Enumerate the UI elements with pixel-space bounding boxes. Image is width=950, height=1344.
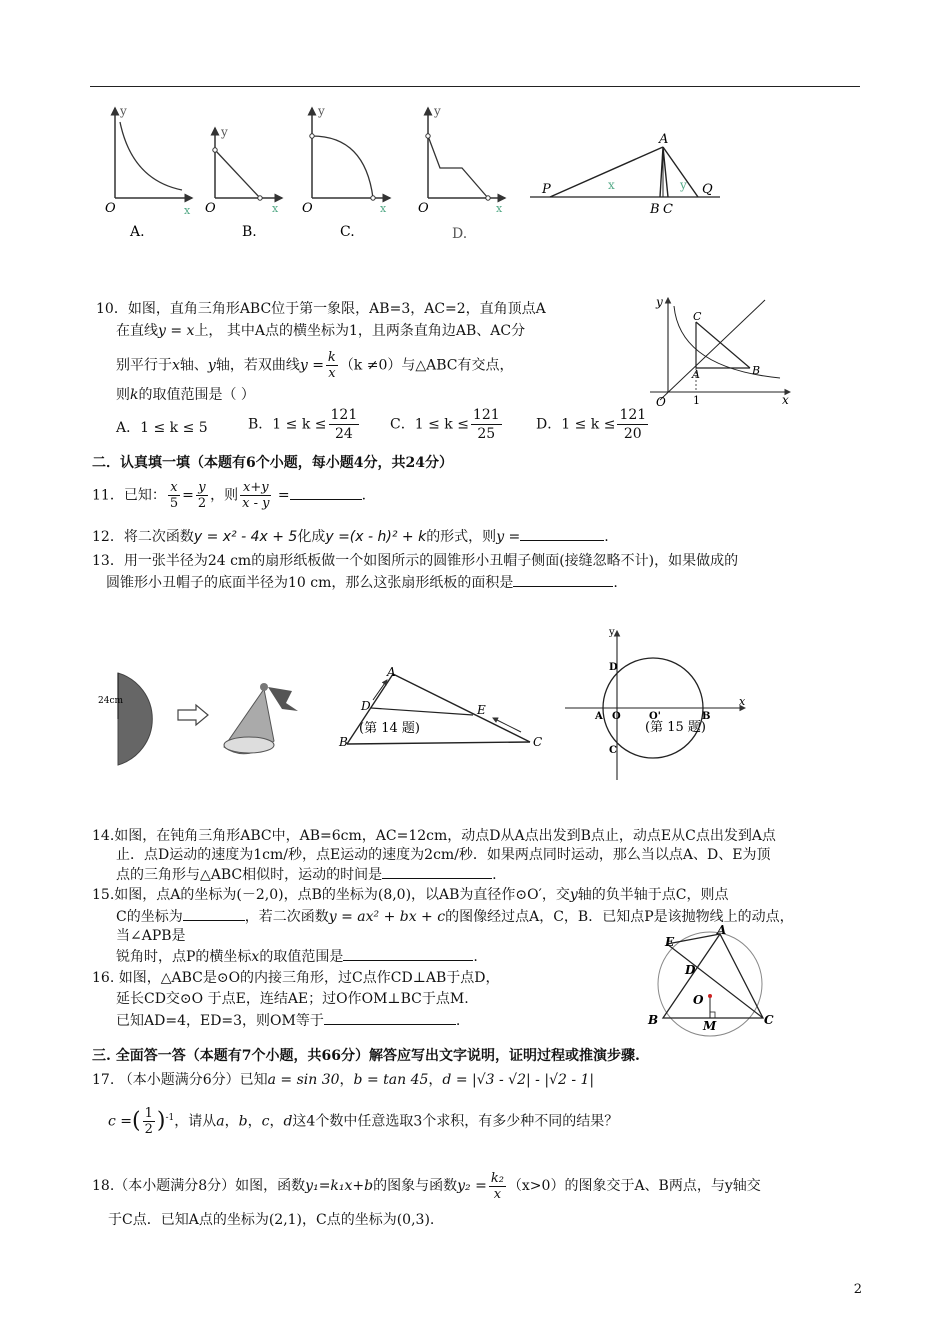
label-d: D bbox=[609, 662, 618, 673]
q10-option-d: D．1 ≤ k ≤ $\frac{121}{20}$ bbox=[536, 407, 647, 442]
q15-line2: C的坐标为 ，若二次函数y = ax² + bx + c的图像经过点A，C，B．已知点P是该抛物线上的动点， bbox=[116, 906, 794, 927]
q10-figure bbox=[640, 292, 800, 412]
label-o: O bbox=[612, 711, 621, 722]
option-d-label: D. bbox=[452, 226, 468, 242]
option-a-label: A. bbox=[130, 224, 145, 240]
q10-option-b: B．1 ≤ k ≤ $\frac{121}{24}$ bbox=[248, 407, 358, 442]
q10-line1: 10．如图，直角三角形ABC位于第一象限，AB=3，AC=2，直角顶点A bbox=[96, 301, 546, 317]
axis-y-label: y bbox=[221, 125, 228, 139]
axis-y-label: y bbox=[434, 104, 441, 118]
q16-line1: 16. 如图，△ABC是⊙O的内接三角形，过C点作CD⊥AB于点D， bbox=[92, 970, 500, 986]
label-a: A bbox=[659, 132, 669, 147]
label-e: E bbox=[477, 703, 486, 717]
label-c: C bbox=[764, 1013, 774, 1027]
q14-answer-blank[interactable] bbox=[382, 864, 492, 879]
label-b: B bbox=[752, 364, 761, 377]
origin-label: O bbox=[418, 201, 429, 216]
graph-c bbox=[302, 104, 390, 240]
q10-line2: 在直线y = x上， 其中A点的横坐标为1，且两条直角边AB、AC分 bbox=[116, 323, 526, 339]
q17-line2: c =( $\frac{1}{2}$ )$^{-1}$，请从a，b，c，d这4个数中任意选取3个求积，有多少种不同的结果？ bbox=[108, 1106, 619, 1138]
q12: 12．将二次函数y = x² - 4x + 5化成y =(x - h)² + k的形式，则y = . bbox=[92, 526, 609, 547]
label-e: E bbox=[665, 935, 675, 949]
q16-answer-blank[interactable] bbox=[324, 1010, 456, 1025]
triangle-pq-figure bbox=[530, 125, 730, 225]
label-p: P bbox=[542, 182, 551, 197]
option-graphs bbox=[90, 100, 530, 250]
axis-y-label: y bbox=[120, 104, 127, 118]
label-b: B bbox=[702, 711, 711, 722]
axis-x-label: x bbox=[184, 204, 191, 217]
label-o-prime: O' bbox=[649, 711, 661, 722]
axis-x-label: x bbox=[496, 202, 503, 215]
section-3-heading: 三. 全面答一答（本题有7个小题，共66分）解答应写出文字说明，证明过程或推演步骤. bbox=[92, 1048, 640, 1064]
q15-line3: 当∠APB是 bbox=[116, 928, 186, 944]
q15-answer-blank-2[interactable] bbox=[343, 946, 473, 961]
axis-x-label: x bbox=[782, 393, 789, 407]
label-a: A bbox=[717, 923, 727, 937]
q14-line1: 14.如图，在钝角三角形ABC中，AB=6cm，AC=12cm，动点D从A点出发到B点止，动点E从C点出发到A点 bbox=[92, 828, 776, 844]
label-c: C bbox=[663, 202, 673, 217]
axis-x-label: x bbox=[272, 202, 279, 215]
origin-label: O bbox=[656, 395, 666, 409]
q10-option-a: A．1 ≤ k ≤ 5 bbox=[116, 420, 208, 436]
q13-line2: 圆锥形小丑帽子的底面半径为10 cm，那么这张扇形纸板的面积是 . bbox=[106, 572, 618, 593]
page-number: 2 bbox=[853, 1282, 862, 1297]
q15-answer-blank-1[interactable] bbox=[183, 906, 245, 921]
tick-one: 1 bbox=[693, 394, 700, 407]
origin-label: O bbox=[302, 201, 313, 216]
q14-figure bbox=[335, 662, 550, 757]
q10-line4: 则k的取值范围是（ ） bbox=[116, 387, 255, 403]
graph-a bbox=[105, 104, 192, 240]
graph-b bbox=[205, 125, 282, 240]
q15-line4: 锐角时，点P的横坐标x的取值范围是 . bbox=[116, 946, 478, 967]
label-c: C bbox=[609, 745, 617, 756]
axis-x-label: x bbox=[739, 695, 746, 708]
q18-line1: 18.（本小题满分8分）如图，函数y₁=k₁x+b的图象与函数y₂ = $\frac{\text{k₂}}{x}$ （x>0）的图象交于A、B两点，与y轴交 bbox=[92, 1170, 761, 1202]
label-b: B bbox=[339, 735, 348, 749]
label-b: B bbox=[650, 202, 660, 217]
q15-figure bbox=[565, 625, 755, 785]
label-c: C bbox=[693, 310, 702, 323]
fan-cone-figure bbox=[96, 665, 306, 770]
q15-line1: 15.如图，点A的坐标为(－2,0)，点B的坐标为(8,0)，以AB为直径作⊙O′，交y轴的负半轴于点C，则点 bbox=[92, 887, 729, 903]
label-d: D bbox=[685, 963, 696, 977]
axis-x-label: x bbox=[380, 202, 387, 215]
label-d: D bbox=[361, 699, 371, 713]
label-y: y bbox=[680, 178, 687, 192]
label-a: A bbox=[692, 368, 700, 381]
graph-d bbox=[418, 104, 505, 242]
label-m: M bbox=[703, 1019, 717, 1033]
option-c-label: C. bbox=[340, 224, 355, 240]
q12-answer-blank[interactable] bbox=[520, 526, 604, 541]
origin-label: O bbox=[105, 201, 116, 216]
label-a: A bbox=[595, 711, 603, 722]
q14-line2: 止．点D运动的速度为1cm/秒，点E运动的速度为2cm/秒．如果两点同时运动，那么当以点A、D、E为顶 bbox=[116, 847, 771, 863]
axis-y-label: y bbox=[318, 104, 325, 118]
q11-answer-blank[interactable] bbox=[290, 485, 362, 500]
label-x: x bbox=[608, 178, 615, 192]
q13-line1: 13．用一张半径为24 cm的扇形纸板做一个如图所示的圆锥形小丑帽子侧面(接缝忽略不计)，如果做成的 bbox=[92, 553, 739, 569]
origin-label: O bbox=[205, 201, 216, 216]
q11: 11．已知： $\frac{x}{5}$ = $\frac{y}{2}$ ，则 $\frac{x+y}{x - y}$ = . bbox=[92, 480, 367, 511]
option-b-label: B. bbox=[242, 224, 257, 240]
label-c: C bbox=[533, 735, 543, 749]
q16-figure bbox=[645, 922, 785, 1040]
axis-y-label: y bbox=[609, 627, 615, 638]
q16-line2: 延长CD交⊙O 于点E，连结AE；过O作OM⊥BC于点M. bbox=[116, 991, 469, 1007]
q17-line1: 17. （本小题满分6分）已知a = sin 30，b = tan 45，d = |√3 - √2| - |√2 - 1| bbox=[92, 1072, 595, 1088]
q18-line2: 于C点．已知A点的坐标为(2,1)，C点的坐标为(0,3). bbox=[108, 1212, 435, 1228]
section-2-heading: 二．认真填一填（本题有6个小题，每小题4分，共24分） bbox=[92, 455, 453, 471]
axis-y-label: y bbox=[656, 295, 663, 309]
fan-radius-label: 24cm bbox=[98, 696, 124, 706]
q14-figure-caption: (第 14 题) bbox=[359, 721, 420, 736]
label-o: O bbox=[693, 993, 704, 1007]
q16-line3: 已知AD=4，ED=3，则OM等于 . bbox=[116, 1010, 460, 1031]
label-b: B bbox=[648, 1013, 659, 1027]
q10-option-c: C．1 ≤ k ≤ $\frac{121}{25}$ bbox=[390, 407, 500, 442]
q13-answer-blank[interactable] bbox=[513, 572, 613, 587]
header-rule bbox=[90, 86, 860, 87]
q14-line3: 点的三角形与△ABC相似时，运动的时间是 . bbox=[116, 864, 497, 885]
q10-line3: 别平行于x轴、y轴，若双曲线y = $\frac{k}{x}$ （k ≠0）与△ABC有交点， bbox=[116, 350, 514, 381]
label-a: A bbox=[387, 665, 396, 679]
label-q: Q bbox=[702, 182, 713, 197]
q15-figure-caption: (第 15 题) bbox=[645, 720, 706, 735]
